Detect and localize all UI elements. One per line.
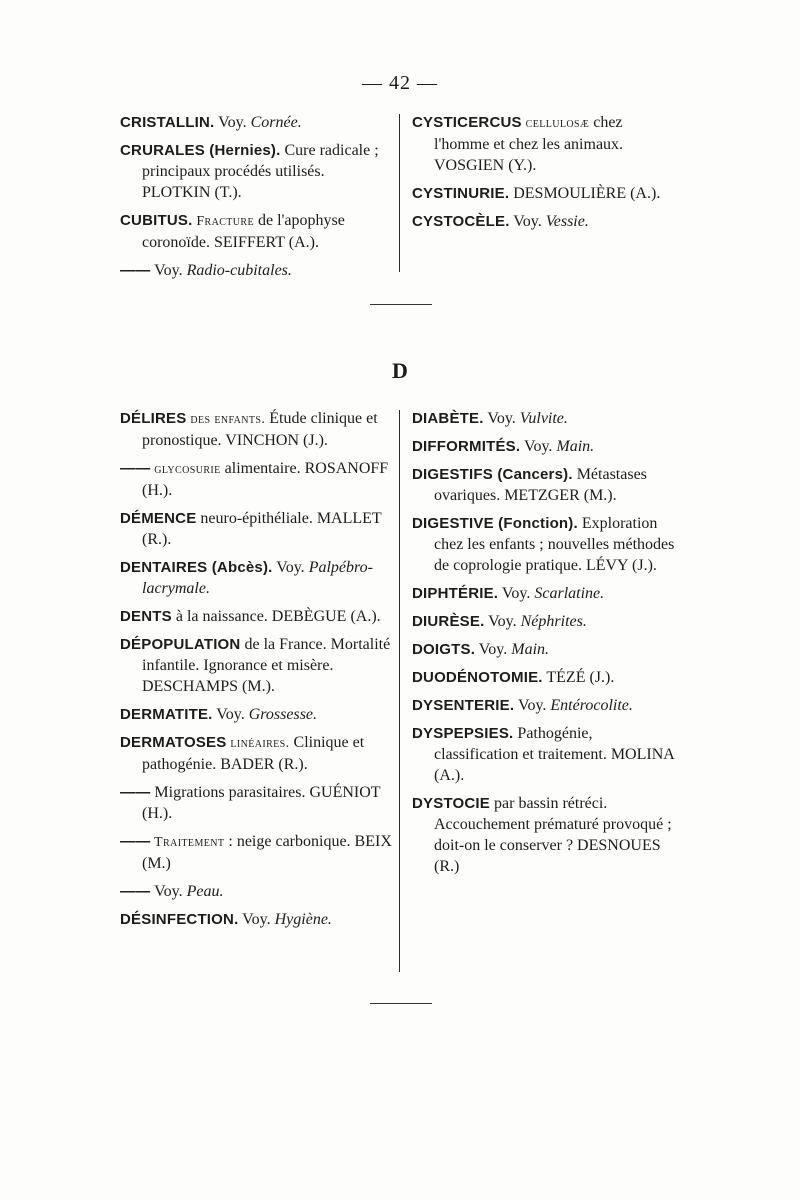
index-entry — [120, 606, 392, 627]
index-entry — [412, 695, 680, 716]
entry-heading: DYSTOCIE — [412, 795, 491, 812]
index-entry — [412, 436, 680, 457]
index-entry — [120, 112, 392, 133]
entry-text: Voy. — [509, 213, 546, 230]
entry-heading: DERMATITE. — [120, 706, 213, 723]
index-entry — [412, 723, 680, 786]
entry-cross-reference: Hygiène. — [274, 911, 332, 928]
entry-heading: —— — [120, 784, 151, 801]
entry-cross-reference: Cornée. — [250, 114, 302, 131]
entry-cross-reference: Palpébro-lacrymale. — [142, 559, 373, 597]
entry-text: de l'apophyse coronoïde. SEIFFERT (A.). — [142, 212, 345, 251]
index-entry — [412, 639, 680, 660]
entry-text: Migrations parasitaires. GUÉNIOT (H.). — [142, 784, 381, 822]
index-entry — [120, 704, 392, 725]
entry-cross-reference: Grossesse. — [248, 706, 318, 723]
end-separator — [370, 1003, 432, 1004]
index-entry — [120, 140, 392, 203]
entry-text: neuro-épithéliale. MALLET (R.). — [142, 510, 382, 548]
entry-heading: CUBITUS. — [120, 212, 193, 229]
page-number: — 42 — — [362, 72, 438, 94]
entry-text: Voy. — [514, 697, 551, 714]
entry-cross-reference: Main. — [556, 438, 595, 455]
entry-text: Voy. — [214, 114, 251, 131]
entry-heading: DERMATOSES — [120, 734, 227, 751]
entry-heading: CRURALES (Hernies). — [120, 142, 281, 159]
index-entry — [120, 634, 392, 697]
index-entry — [412, 583, 680, 604]
entry-heading: DIABÈTE. — [412, 410, 484, 427]
entry-text: Clinique et pathogénie. BADER (R.). — [142, 734, 365, 773]
entry-heading: DÉLIRES — [120, 410, 187, 427]
entry-heading: DIPHTÉRIE. — [412, 585, 499, 602]
entry-text: Pathogénie, classification et traitement. MOLINA (A.). — [434, 725, 674, 784]
entry-text: chez l'homme et chez les animaux. VOSGIEN (Y.). — [434, 114, 624, 174]
index-entry — [120, 210, 392, 253]
entry-text: DESMOULIÈRE (A.). — [509, 185, 661, 202]
entry-heading: DÉPOPULATION — [120, 636, 241, 653]
index-entry — [412, 667, 680, 688]
entry-cross-reference: Néphrites. — [520, 613, 587, 630]
entry-heading: DIURÈSE. — [412, 613, 485, 630]
entry-text: Voy. — [483, 410, 520, 427]
column-left — [120, 408, 392, 937]
entry-cross-reference: Entérocolite. — [550, 697, 633, 714]
entry-cross-reference: Scarlatine. — [534, 585, 605, 602]
entry-text: alimentaire. ROSANOFF (H.). — [142, 460, 389, 499]
entry-heading: DENTS — [120, 608, 172, 625]
entry-text: Voy. — [484, 613, 521, 630]
entry-heading: CYSTINURIE. — [412, 185, 510, 202]
column-divider — [399, 410, 400, 972]
entry-heading: CYSTOCÈLE. — [412, 213, 510, 230]
entry-subheading: glycosurie — [150, 462, 221, 477]
column-right — [412, 408, 680, 884]
entry-text: TÉZÉ (J.). — [542, 669, 615, 686]
entry-cross-reference: Radio-cubitales. — [186, 262, 292, 279]
index-entry — [120, 782, 392, 824]
index-entry — [412, 112, 680, 176]
entry-heading: DENTAIRES (Abcès). — [120, 559, 273, 576]
entry-heading: DYSPEPSIES. — [412, 725, 514, 742]
entry-heading: —— — [120, 460, 151, 477]
entry-text: Voy. — [498, 585, 535, 602]
index-entry — [120, 881, 392, 902]
entry-heading: DUODÉNOTOMIE. — [412, 669, 543, 686]
entry-cross-reference: Main. — [511, 641, 550, 658]
index-entry — [120, 260, 392, 281]
index-entry — [412, 408, 680, 429]
index-entry — [412, 211, 680, 232]
index-entry — [120, 408, 392, 451]
index-section-d — [120, 408, 680, 973]
entry-subheading: Fracture — [192, 214, 254, 229]
index-entry — [412, 793, 680, 877]
entry-heading: —— — [120, 262, 151, 279]
index-entry — [412, 464, 680, 506]
entry-text: : neige carbonique. BEIX (M.) — [142, 833, 392, 872]
index-section-c — [120, 112, 680, 279]
entry-heading: DÉMENCE — [120, 510, 197, 527]
entry-heading: —— — [120, 883, 151, 900]
entry-text: Étude clinique et pronostique. VINCHON (J.). — [142, 410, 378, 449]
entry-subheading: des enfants. — [186, 412, 266, 427]
entry-text: Voy. — [150, 883, 187, 900]
entry-heading: CRISTALLIN. — [120, 114, 215, 131]
entry-text: Métastases ovariques. METZGER (M.). — [434, 466, 647, 504]
index-entry — [120, 458, 392, 501]
entry-text: par bassin rétréci. Accouchement prématuré provoqué ; doit-on le conserver ? DESNOUES (R.) — [434, 795, 672, 875]
entry-text: Voy. — [475, 641, 512, 658]
index-entry — [120, 732, 392, 775]
entry-text: de la France. Mortalité infantile. Ignorance et misère. DESCHAMPS (M.). — [142, 636, 391, 695]
entry-heading: DÉSINFECTION. — [120, 911, 239, 928]
index-entry — [120, 557, 392, 599]
entry-cross-reference: Peau. — [186, 883, 224, 900]
entry-text: Voy. — [212, 706, 249, 723]
index-entry — [120, 831, 392, 874]
entry-cross-reference: Vulvite. — [519, 410, 568, 427]
index-entry — [412, 611, 680, 632]
entry-text: Voy. — [150, 262, 187, 279]
entry-text: Voy. — [272, 559, 309, 576]
entry-text: Voy. — [238, 911, 275, 928]
entry-subheading: Traitement — [150, 835, 225, 850]
entry-cross-reference: Vessie. — [545, 213, 589, 230]
column-left — [120, 112, 392, 288]
entry-heading: DIGESTIFS (Cancers). — [412, 466, 573, 483]
entry-heading: —— — [120, 833, 151, 850]
index-entry — [120, 508, 392, 550]
entry-text: Cure radicale ; principaux procédés utilisés. PLOTKIN (T.). — [142, 142, 379, 201]
entry-subheading: cellulosæ — [521, 116, 590, 131]
column-right — [412, 112, 680, 239]
entry-subheading: linéaires. — [226, 736, 290, 751]
entry-heading: DIFFORMITÉS. — [412, 438, 521, 455]
entry-heading: DIGESTIVE (Fonction). — [412, 515, 578, 532]
index-entry — [412, 513, 680, 576]
section-separator — [370, 304, 432, 305]
entry-heading: DOIGTS. — [412, 641, 476, 658]
index-entry — [412, 183, 680, 204]
entry-heading: CYSTICERCUS — [412, 114, 522, 131]
index-entry — [120, 909, 392, 930]
entry-text: Voy. — [520, 438, 557, 455]
entry-heading: DYSENTERIE. — [412, 697, 515, 714]
entry-text: à la naissance. DEBÈGUE (A.). — [171, 608, 381, 625]
section-letter-heading: D — [392, 358, 408, 383]
entry-text: Exploration chez les enfants ; nouvelles méthodes de coprologie pratique. LÉVY (J.). — [434, 515, 675, 574]
column-divider — [399, 114, 400, 272]
